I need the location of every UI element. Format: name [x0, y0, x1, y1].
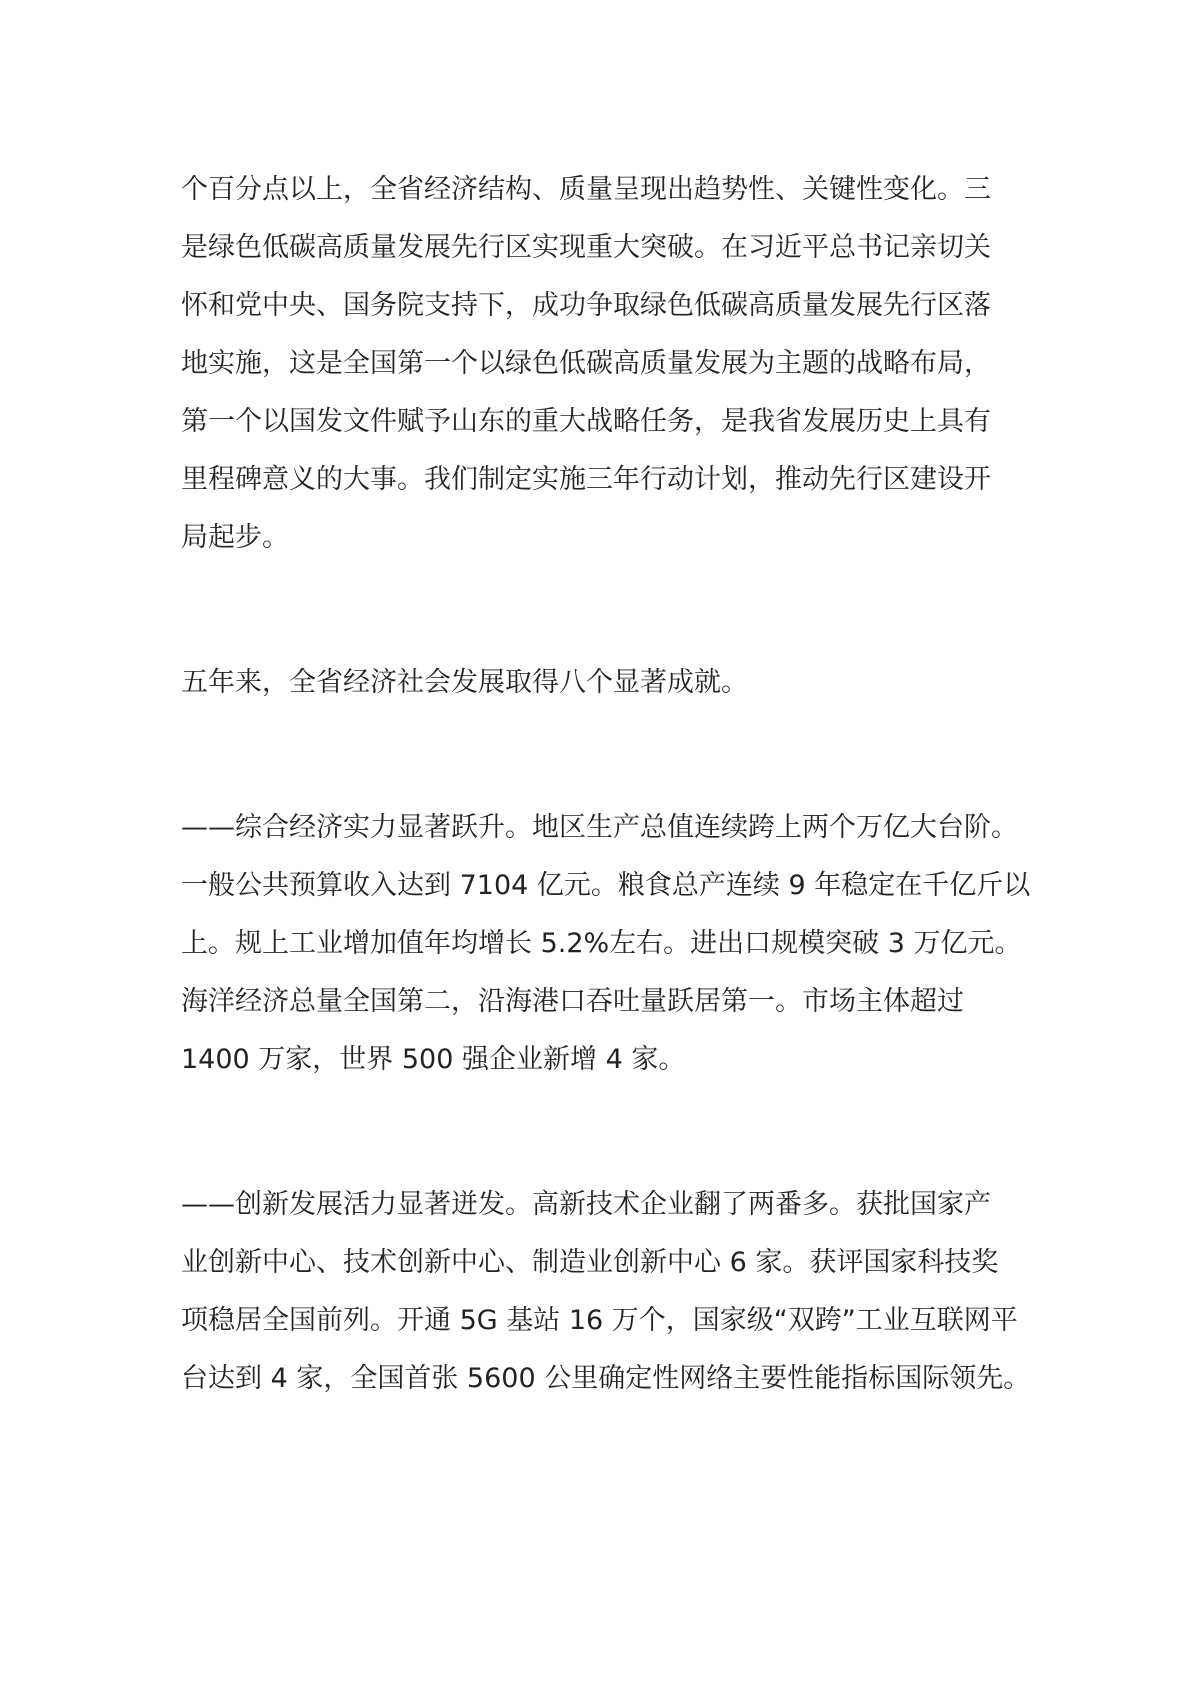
paragraph-1-line-6: 里程碑意义的大事。我们制定实施三年行动计划，推动先行区建设开	[181, 464, 991, 495]
paragraph-1-line-3: 怀和党中央、国务院支持下，成功争取绿色低碳高质量发展先行区落	[181, 290, 991, 321]
paragraph-3-line-3: 上。规上工业增加值年均增长 5.2%左右。进出口规模突破 3 万亿元。	[181, 928, 1022, 959]
paragraph-4-line-2: 业创新中心、技术创新中心、制造业创新中心 6 家。获评国家科技奖	[181, 1247, 999, 1278]
paragraph-3-line-4: 海洋经济总量全国第二，沿海港口吞吐量跃居第一。市场主体超过	[181, 986, 964, 1017]
paragraph-4-line-3: 项稳居全国前列。开通 5G 基站 16 万个，国家级“双跨”工业互联网平	[181, 1305, 1018, 1336]
paragraph-1-line-1: 个百分点以上，全省经济结构、质量呈现出趋势性、关键性变化。三	[181, 174, 991, 205]
paragraph-1-line-7: 局起步。	[181, 522, 289, 553]
paragraph-4-line-4: 台达到 4 家，全国首张 5600 公里确定性网络主要性能指标国际领先。	[181, 1363, 1031, 1394]
paragraph-3-line-1: ——综合经济实力显著跃升。地区生产总值连续跨上两个万亿大台阶。	[181, 812, 1018, 843]
paragraph-1-line-2: 是绿色低碳高质量发展先行区实现重大突破。在习近平总书记亲切关	[181, 232, 991, 263]
paragraph-1-line-5: 第一个以国发文件赋予山东的重大战略任务，是我省发展历史上具有	[181, 406, 991, 437]
paragraph-3-line-2: 一般公共预算收入达到 7104 亿元。粮食总产连续 9 年稳定在千亿斤以	[181, 870, 1031, 901]
paragraph-2-line-1: 五年来，全省经济社会发展取得八个显著成就。	[181, 667, 748, 698]
paragraph-3-line-5: 1400 万家，世界 500 强企业新增 4 家。	[181, 1044, 686, 1075]
paragraph-1-line-4: 地实施，这是全国第一个以绿色低碳高质量发展为主题的战略布局，	[181, 348, 991, 379]
paragraph-4-line-1: ——创新发展活力显著迸发。高新技术企业翻了两番多。获批国家产	[181, 1189, 991, 1220]
